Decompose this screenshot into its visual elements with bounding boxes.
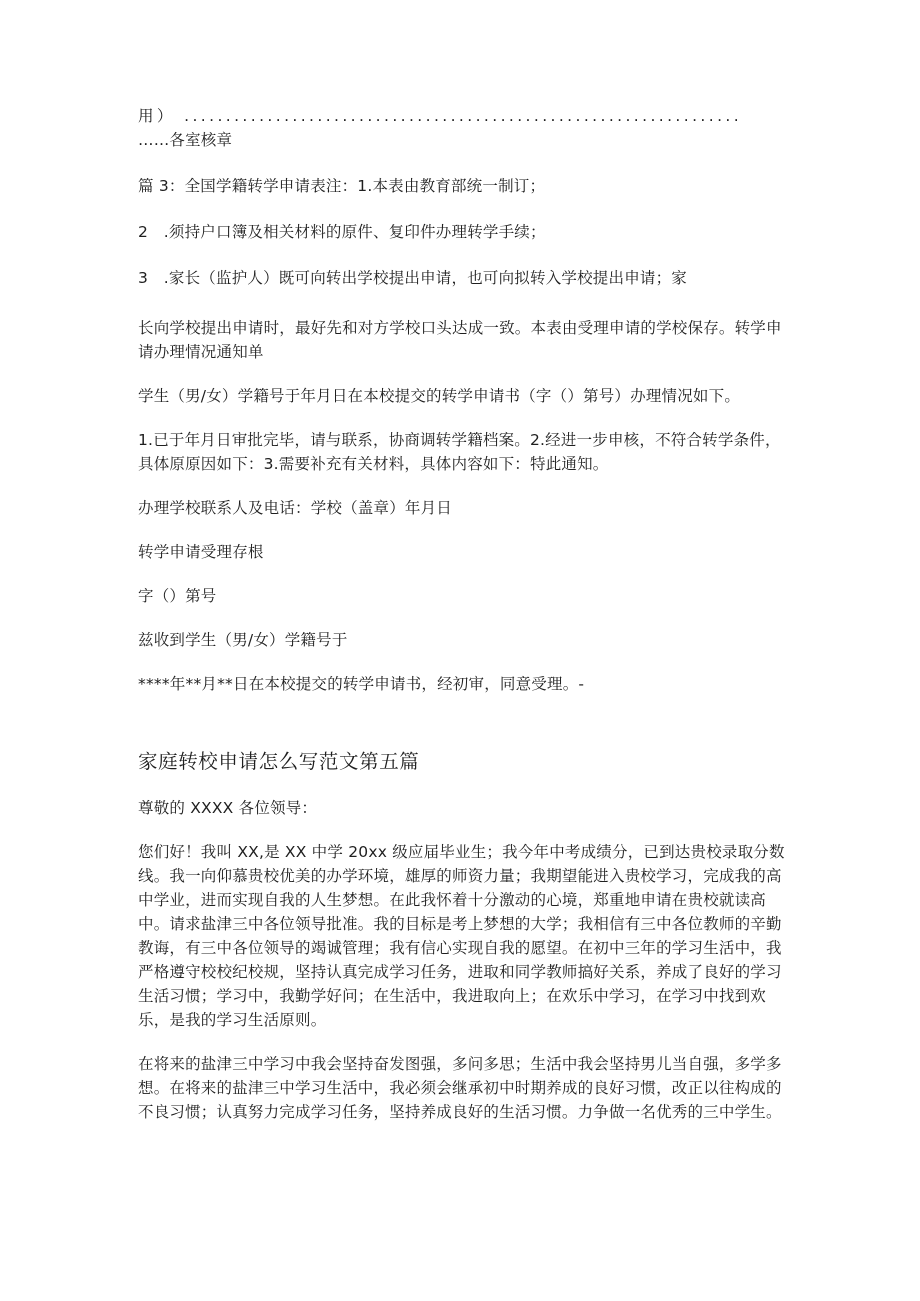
stub-number: 字（）第号 bbox=[138, 587, 217, 605]
note-item-3: 3 .家长（监护人）既可向转出学校提出申请，也可向拟转入学校提出申请；家 bbox=[138, 269, 687, 287]
section-heading: 家庭转校申请怎么写范文第五篇 bbox=[138, 750, 420, 773]
notice-body: 学生（男/女）学籍号于年月日在本校提交的转学申请书（字（）第号）办理情况如下。 bbox=[138, 387, 741, 405]
leader-prefix: 用） bbox=[138, 107, 176, 125]
letter-paragraph-2: 在将来的盐津三中学习中我会坚持奋发图强，多问多思；生活中我会坚持男儿当自强，多学多想。在将来的盐津三中学习生活中，我必须会继承初中时期养成的良好习惯，改正以往构成的不良习惯；认真努力完成学习任务，坚持养成良好的生活习惯。力争做一名优秀的三中学生。 bbox=[138, 1055, 782, 1121]
letter-paragraph-1: 您们好！我叫 XX,是 XX 中学 20xx 级应届毕业生；我今年中考成绩分，已到达贵校录取分数线。我一向仰慕贵校优美的办学环境，雄厚的师资力量；我期望能进入贵校学习，完成我的高中学业，进而实现自我的人生梦想。在此我怀着十分激动的心境，郑重地申请在贵校就读高中。请求盐津三中各位领导批准。我的目标是考上梦想的大学；我相信有三中各位教师的辛勤教诲，有三中各位领导的竭诚管理；我有信心实现自我的愿望。在初中三年的学习生活中，我严格遵守校校纪校规，坚持认真完成学习任务，进取和同学教师搞好关系，养成了良好的学习生活习惯；学习中，我勤学好问；在生活中，我进取向上；在欢乐中学习，在学习中找到欢乐，是我的学习生活原则。 bbox=[138, 843, 785, 1029]
note-item-2: 2 .须持户口簿及相关材料的原件、复印件办理转学手续； bbox=[138, 223, 546, 241]
stamp-line: ……各室核章 bbox=[138, 131, 233, 149]
notice-items: 1.已于年月日审批完毕，请与联系，协商调转学籍档案。2.经进一步申核，不符合转学条件，具体原原因如下：3.需要补充有关材料，具体内容如下：特此通知。 bbox=[138, 431, 781, 473]
leader-dots: ................................................................... bbox=[184, 107, 743, 125]
stub-title: 转学申请受理存根 bbox=[138, 543, 264, 561]
salutation: 尊敬的 XXXX 各位领导： bbox=[138, 799, 318, 817]
stub-received: 兹收到学生（男/女）学籍号于 bbox=[138, 631, 348, 649]
note-intro: 篇 3：全国学籍转学申请表注：1.本表由教育部统一制订； bbox=[138, 177, 546, 195]
stub-date: ****年**月**日在本校提交的转学申请书，经初审，同意受理。- bbox=[138, 675, 585, 693]
note-item-3-continued: 长向学校提出申请时，最好先和对方学校口头达成一致。本表由受理申请的学校保存。转学申请办理情况通知单 bbox=[138, 319, 782, 361]
dotted-leader-line bbox=[138, 104, 788, 128]
document-body bbox=[138, 104, 788, 1124]
contact-line: 办理学校联系人及电话：学校（盖章）年月日 bbox=[138, 499, 453, 517]
